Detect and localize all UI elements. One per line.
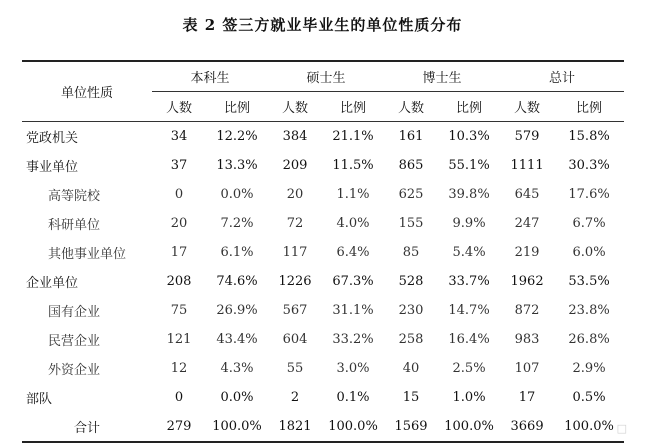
- count-cell: 15: [402, 390, 420, 405]
- watermark: □: [616, 422, 627, 435]
- sub-header: 比例: [576, 101, 603, 116]
- ratio-cell: 39.8%: [448, 187, 490, 202]
- table-row: [22, 325, 624, 354]
- ratio-cell: 30.3%: [568, 158, 610, 173]
- ratio-cell: 2.9%: [572, 361, 606, 376]
- ratio-cell: 100.0%: [328, 419, 378, 434]
- ratio-cell: 67.3%: [332, 274, 374, 289]
- row-label: 合计: [73, 421, 100, 436]
- ratio-cell: 53.5%: [568, 274, 610, 289]
- sub-header: 比例: [340, 101, 367, 116]
- ratio-cell: 6.0%: [572, 245, 606, 260]
- count-cell: 247: [514, 216, 540, 231]
- count-cell: 1821: [278, 419, 312, 434]
- ratio-cell: 15.8%: [568, 129, 610, 144]
- count-cell: 37: [170, 158, 188, 173]
- count-cell: 208: [166, 274, 192, 289]
- count-cell: 579: [514, 129, 540, 144]
- ratio-cell: 0.5%: [572, 390, 606, 405]
- ratio-cell: 74.6%: [216, 274, 258, 289]
- count-cell: 625: [398, 187, 424, 202]
- ratio-cell: 9.9%: [452, 216, 486, 231]
- count-cell: 121: [166, 332, 192, 347]
- sub-header: 比例: [456, 101, 483, 116]
- count-cell: 983: [514, 332, 540, 347]
- count-cell: 209: [282, 158, 308, 173]
- count-cell: 0: [174, 187, 184, 202]
- row-label: 民营企业: [48, 334, 101, 349]
- row-label: 科研单位: [48, 218, 101, 233]
- table-row: [22, 354, 624, 383]
- group-header-doctor: 博士生: [384, 61, 500, 92]
- count-cell: 107: [514, 361, 540, 376]
- ratio-cell: 33.7%: [448, 274, 490, 289]
- count-cell: 279: [166, 419, 192, 434]
- ratio-cell: 6.1%: [220, 245, 254, 260]
- row-label: 事业单位: [26, 160, 79, 175]
- count-cell: 567: [282, 303, 308, 318]
- count-cell: 17: [170, 245, 188, 260]
- table-row: [22, 296, 624, 325]
- count-cell: 865: [398, 158, 424, 173]
- ratio-cell: 7.2%: [220, 216, 254, 231]
- count-cell: 1226: [278, 274, 312, 289]
- row-label: 高等院校: [48, 189, 101, 204]
- count-cell: 12: [170, 361, 188, 376]
- ratio-cell: 10.3%: [448, 129, 490, 144]
- count-cell: 75: [170, 303, 188, 318]
- ratio-cell: 100.0%: [564, 419, 614, 434]
- count-cell: 3669: [510, 419, 544, 434]
- ratio-cell: 100.0%: [444, 419, 494, 434]
- ratio-cell: 2.5%: [452, 361, 486, 376]
- table-title: 表 2 签三方就业毕业生的单位性质分布: [182, 16, 463, 34]
- row-label: 部队: [26, 392, 53, 407]
- count-cell: 384: [282, 129, 308, 144]
- count-cell: 1111: [510, 158, 544, 173]
- row-label: 企业单位: [26, 276, 79, 291]
- sub-header: 人数: [282, 101, 309, 116]
- count-cell: 20: [170, 216, 188, 231]
- group-header-total: 总计: [500, 61, 624, 92]
- ratio-cell: 14.7%: [448, 303, 490, 318]
- ratio-cell: 23.8%: [568, 303, 610, 318]
- sub-header: 人数: [398, 101, 425, 116]
- row-label-header: 单位性质: [22, 61, 152, 122]
- row-label: 外资企业: [48, 363, 101, 378]
- sub-header: 人数: [514, 101, 541, 116]
- ratio-cell: 100.0%: [212, 419, 262, 434]
- count-cell: 258: [398, 332, 424, 347]
- ratio-cell: 4.0%: [336, 216, 370, 231]
- ratio-cell: 4.3%: [220, 361, 254, 376]
- count-cell: 0: [174, 390, 184, 405]
- count-cell: 155: [398, 216, 424, 231]
- ratio-cell: 1.0%: [452, 390, 486, 405]
- distribution-table: [22, 60, 624, 443]
- sub-header: 比例: [224, 101, 251, 116]
- row-label: 其他事业单位: [48, 247, 127, 262]
- table-row: [22, 180, 624, 209]
- count-cell: 872: [514, 303, 540, 318]
- group-header-undergrad: 本科生: [152, 61, 268, 92]
- table-row: [22, 238, 624, 267]
- row-label: 党政机关: [26, 131, 79, 146]
- ratio-cell: 17.6%: [568, 187, 610, 202]
- table-row: [22, 383, 624, 412]
- ratio-cell: 0.1%: [336, 390, 370, 405]
- table-row: [22, 412, 624, 442]
- ratio-cell: 13.3%: [216, 158, 258, 173]
- ratio-cell: 31.1%: [332, 303, 374, 318]
- ratio-cell: 5.4%: [452, 245, 486, 260]
- count-cell: 528: [398, 274, 424, 289]
- ratio-cell: 12.2%: [216, 129, 258, 144]
- count-cell: 645: [514, 187, 540, 202]
- count-cell: 34: [170, 129, 188, 144]
- count-cell: 85: [402, 245, 420, 260]
- count-cell: 2: [290, 390, 300, 405]
- ratio-cell: 3.0%: [336, 361, 370, 376]
- ratio-cell: 6.4%: [336, 245, 370, 260]
- ratio-cell: 0.0%: [220, 187, 254, 202]
- count-cell: 161: [398, 129, 424, 144]
- count-cell: 1962: [510, 274, 544, 289]
- count-cell: 20: [286, 187, 304, 202]
- table-row: [22, 267, 624, 296]
- count-cell: 117: [282, 245, 308, 260]
- ratio-cell: 55.1%: [448, 158, 490, 173]
- ratio-cell: 1.1%: [336, 187, 370, 202]
- group-header-master: 硕士生: [268, 61, 384, 92]
- ratio-cell: 0.0%: [220, 390, 254, 405]
- ratio-cell: 11.5%: [332, 158, 374, 173]
- count-cell: 17: [518, 390, 536, 405]
- row-label: 国有企业: [48, 305, 101, 320]
- count-cell: 219: [514, 245, 540, 260]
- ratio-cell: 16.4%: [448, 332, 490, 347]
- ratio-cell: 6.7%: [572, 216, 606, 231]
- count-cell: 40: [402, 361, 420, 376]
- ratio-cell: 21.1%: [332, 129, 374, 144]
- ratio-cell: 43.4%: [216, 332, 258, 347]
- count-cell: 55: [286, 361, 304, 376]
- count-cell: 1569: [394, 419, 428, 434]
- ratio-cell: 26.8%: [568, 332, 610, 347]
- table-row: [22, 209, 624, 238]
- ratio-cell: 33.2%: [332, 332, 374, 347]
- ratio-cell: 26.9%: [216, 303, 258, 318]
- count-cell: 230: [398, 303, 424, 318]
- count-cell: 72: [286, 216, 304, 231]
- table-row: [22, 151, 624, 180]
- count-cell: 604: [282, 332, 308, 347]
- table-row: [22, 122, 624, 152]
- sub-header: 人数: [165, 101, 192, 116]
